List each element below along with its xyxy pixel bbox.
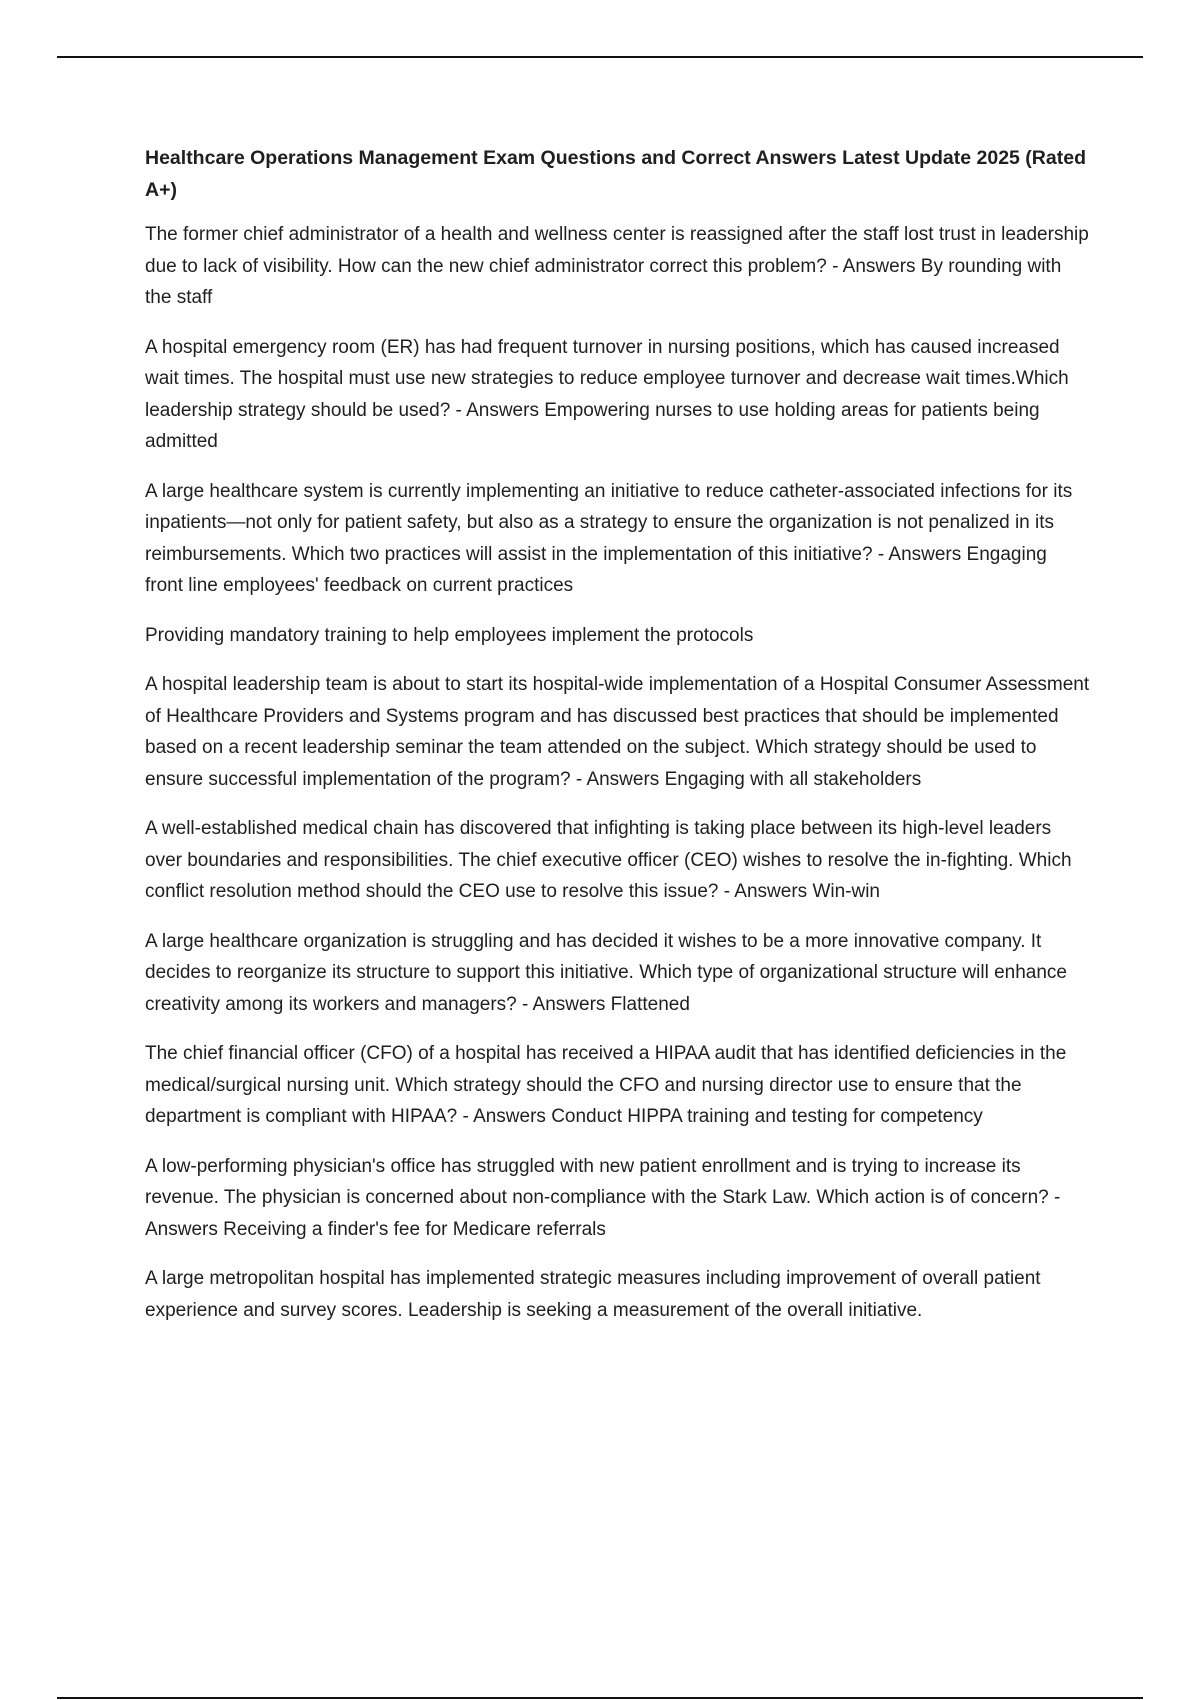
question-paragraph-6: A large healthcare organization is struggling and has decided it wishes to be a more innovative company. It decides to reorganize its structure to support this initiative. Which type of organizational structure will enhance creativity among its workers and managers? - Answers Flattened bbox=[145, 930, 1067, 1015]
document-title: Healthcare Operations Management Exam Questions and Correct Answers Latest Update 2025 (Rated A+) bbox=[145, 147, 1086, 201]
question-paragraph-8: A low-performing physician's office has struggled with new patient enrollment and is trying to increase its revenue. The physician is concerned about non-compliance with the Stark Law. Which action is of concern? - Answers Receiving a finder's fee for Medicare referrals bbox=[145, 1155, 1061, 1240]
question-paragraph-5: A well-established medical chain has discovered that infighting is taking place between its high-level leaders over boundaries and responsibilities. The chief executive officer (CEO) wishes to resolve the in-fighting. Which conflict resolution method should the CEO use to resolve this issue? - Answers Win-win bbox=[145, 818, 1072, 902]
question-paragraph-1: The former chief administrator of a health and wellness center is reassigned after the staff lost trust in leadership due to lack of visibility. How can the new chief administrator correct this problem? - Answers By rounding with the staff bbox=[145, 224, 1089, 308]
header-rule bbox=[57, 56, 1143, 58]
question-paragraph-4: A hospital leadership team is about to start its hospital-wide implementation of a Hospital Consumer Assessment of Healthcare Providers and Systems program and has discussed best practices that should be implemented based on a recent leadership seminar the team attended on the subject. Which strategy should be used to ensure successful implementation of the program? - Answers Engaging with all stakeholders bbox=[145, 674, 1090, 790]
question-paragraph-3: A large healthcare system is currently implementing an initiative to reduce catheter-associated infections for its inpatients—not only for patient safety, but also as a strategy to ensure the organization is not penalized in its reimbursements. Which two practices will assist in the implementation of this initiative? - Answers Engaging front line employees' feedback on current practices bbox=[145, 480, 1073, 596]
question-paragraph-7: The chief financial officer (CFO) of a hospital has received a HIPAA audit that has identified deficiencies in the medical/surgical nursing unit. Which strategy should the CFO and nursing director use to ensure that the department is compliant with HIPAA? - Answers Conduct HIPPA training and testing for competency bbox=[145, 1043, 1067, 1127]
footer-rule bbox=[57, 1697, 1143, 1699]
document-body bbox=[145, 142, 1090, 1344]
answer-continuation-paragraph: Providing mandatory training to help employees implement the protocols bbox=[145, 624, 754, 646]
question-paragraph-2: A hospital emergency room (ER) has had frequent turnover in nursing positions, which has caused increased wait times. The hospital must use new strategies to reduce employee turnover and decrease wait times.Which leadership strategy should be used? - Answers Empowering nurses to use holding areas for patients being admitted bbox=[145, 336, 1069, 452]
question-paragraph-9: A large metropolitan hospital has implemented strategic measures including improvement of overall patient experience and survey scores. Leadership is seeking a measurement of the overall initiative. bbox=[145, 1268, 1041, 1321]
